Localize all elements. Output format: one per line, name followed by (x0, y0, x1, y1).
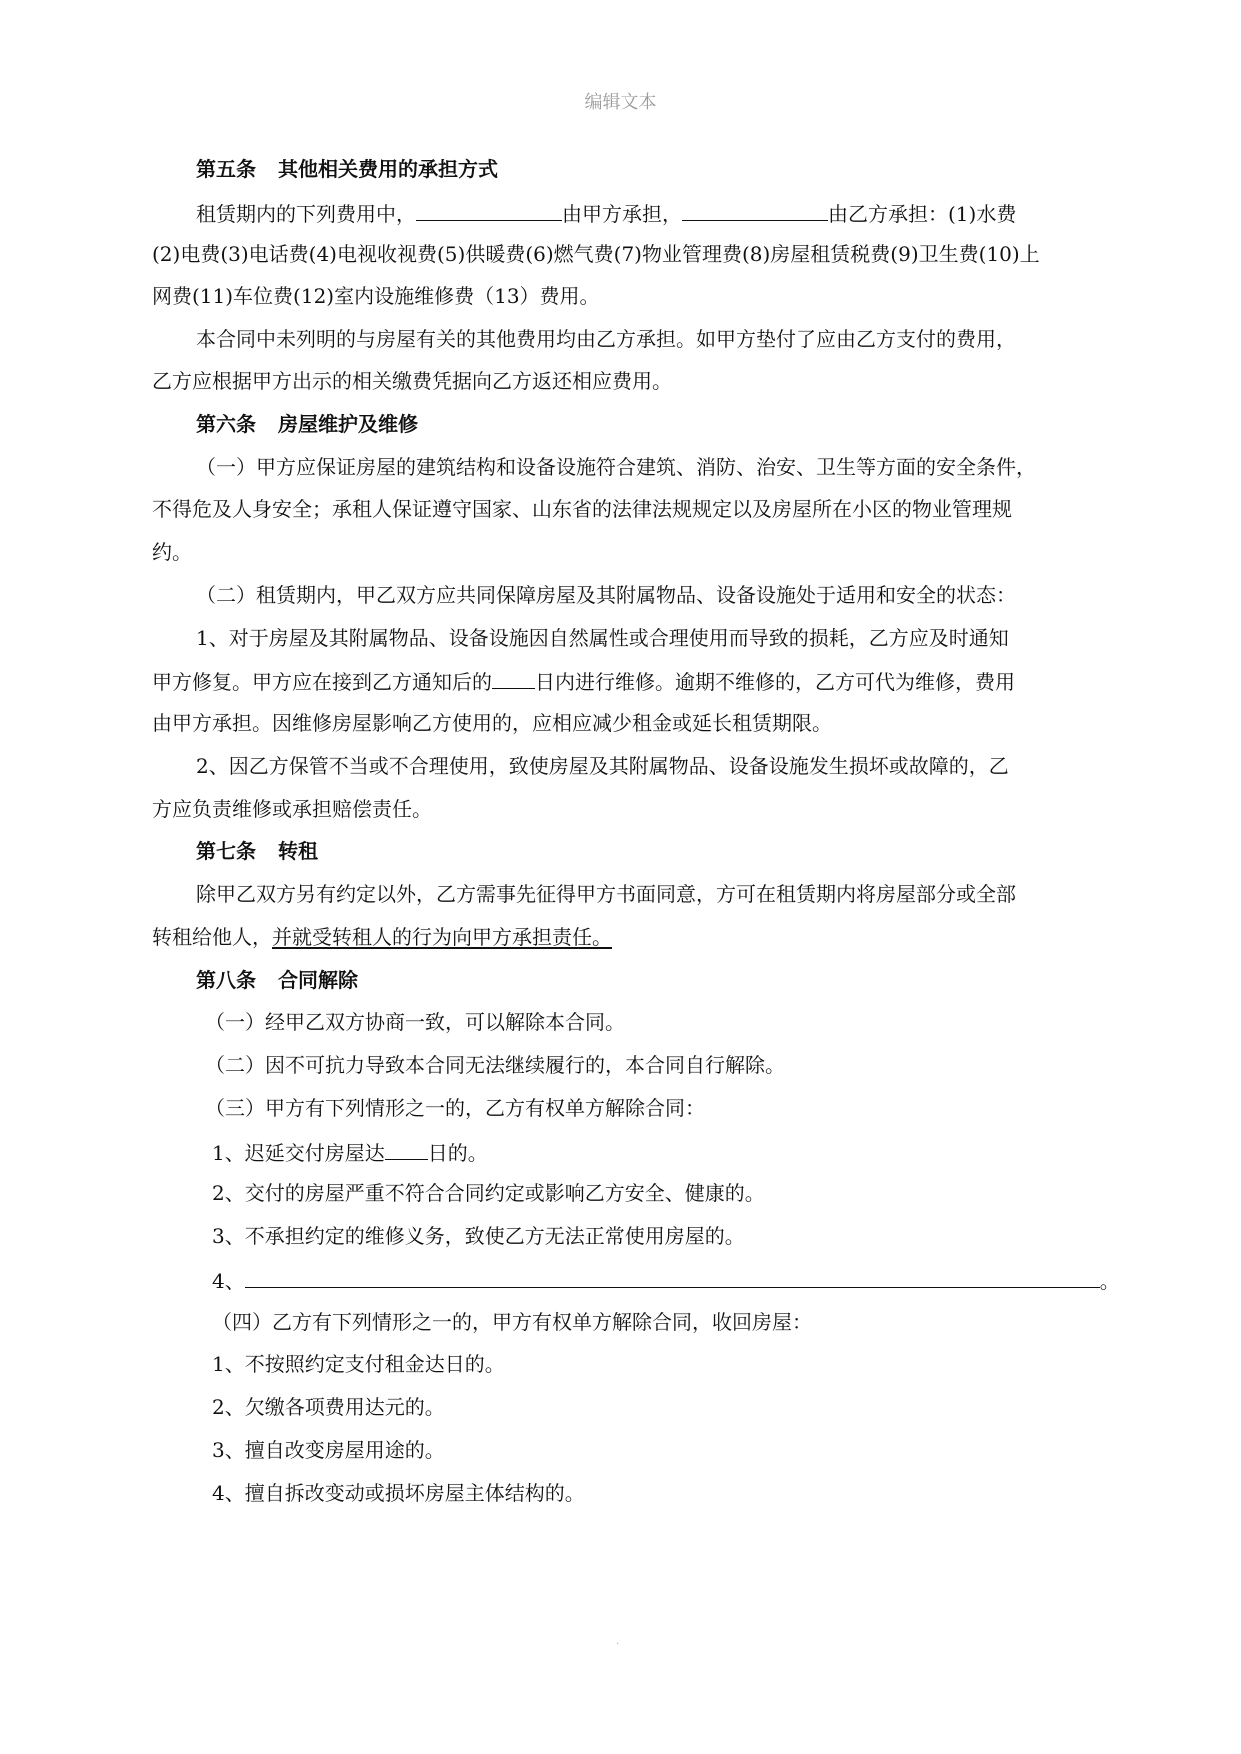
paragraph-line: 2、因乙方保管不当或不合理使用，致使房屋及其附属物品、设备设施发生损坏或故障的，乙 (196, 754, 1009, 778)
fill-blank[interactable] (245, 1267, 1100, 1288)
fill-blank[interactable] (416, 200, 562, 221)
paragraph-line: （三）甲方有下列情形之一的，乙方有权单方解除合同： (205, 1096, 705, 1120)
paragraph-line: 3、不承担约定的维修义务，致使乙方无法正常使用房屋的。 (212, 1224, 745, 1248)
paragraph-line: 本合同中未列明的与房屋有关的其他费用均由乙方承担。如甲方垫付了应由乙方支付的费用， (196, 327, 1016, 351)
paragraph-line: 4、 。 (212, 1269, 1120, 1293)
paragraph-line: 甲方修复。甲方应在接到乙方通知后的 日内进行维修。逾期不维修的，乙方可代为维修，费用 (152, 670, 1015, 694)
paragraph-line: 转租给他人，并就受转租人的行为向甲方承担责任。 (152, 925, 612, 949)
article-5-heading (196, 157, 498, 181)
paragraph-line: （二）租赁期内，甲乙双方应共同保障房屋及其附属物品、设备设施处于适用和安全的状态： (196, 583, 1016, 607)
paragraph-line: （一）经甲乙双方协商一致，可以解除本合同。 (205, 1010, 625, 1034)
paragraph-line: 方应负责维修或承担赔偿责任。 (152, 797, 432, 821)
paragraph-line: (2)电费(3)电话费(4)电视收视费(5)供暖费(6)燃气费(7)物业管理费(8)房屋租赁税费(9)卫生费(10)上 (152, 242, 1040, 266)
paragraph-line: 3、擅自改变房屋用途的。 (212, 1438, 445, 1462)
article-title: 其他相关费用的承担方式 (278, 157, 498, 181)
fill-blank[interactable] (492, 668, 535, 689)
article-number: 第五条 (196, 157, 256, 181)
article-number: 第八条 (196, 968, 256, 992)
paragraph-line: （四）乙方有下列情形之一的，甲方有权单方解除合同，收回房屋： (212, 1310, 812, 1334)
paragraph-line: 2、交付的房屋严重不符合合同约定或影响乙方安全、健康的。 (212, 1181, 765, 1205)
paragraph-line: （二）因不可抗力导致本合同无法继续履行的，本合同自行解除。 (205, 1053, 785, 1077)
paragraph-line: 租赁期内的下列费用中， 由甲方承担， 由乙方承担：(1)水费 (196, 202, 1017, 226)
page-header: 编辑文本 (584, 92, 657, 113)
fill-blank[interactable] (385, 1139, 428, 1160)
paragraph-line: （一）甲方应保证房屋的建筑结构和设备设施符合建筑、消防、治安、卫生等方面的安全条件， (196, 455, 1036, 479)
paragraph-line: 由甲方承担。因维修房屋影响乙方使用的，应相应减少租金或延长租赁期限。 (152, 711, 832, 735)
paragraph-line: 网费(11)车位费(12)室内设施维修费（13）费用。 (152, 284, 600, 308)
paragraph-line: 不得危及人身安全；承租人保证遵守国家、山东省的法律法规规定以及房屋所在小区的物业管理规 (152, 497, 1012, 521)
paragraph-line: 4、擅自拆改变动或损坏房屋主体结构的。 (212, 1481, 585, 1505)
footer-mark: . (616, 1636, 620, 1647)
article-title: 合同解除 (278, 968, 358, 992)
paragraph-line: 乙方应根据甲方出示的相关缴费凭据向乙方返还相应费用。 (152, 369, 672, 393)
paragraph-line: 1、不按照约定支付租金达日的。 (212, 1352, 505, 1376)
article-number: 第七条 (196, 839, 256, 863)
paragraph-line: 除甲乙双方另有约定以外，乙方需事先征得甲方书面同意，方可在租赁期内将房屋部分或全部 (196, 882, 1016, 906)
article-6-heading (196, 412, 418, 436)
paragraph-line: 2、欠缴各项费用达元的。 (212, 1395, 445, 1419)
paragraph-line: 约。 (152, 540, 192, 564)
underlined-text: 并就受转租人的行为向甲方承担责任。 (272, 925, 612, 949)
fill-blank[interactable] (682, 200, 828, 221)
article-8-heading (196, 968, 358, 992)
paragraph-line: 1、对于房屋及其附属物品、设备设施因自然属性或合理使用而导致的损耗，乙方应及时通知 (196, 626, 1009, 650)
article-7-heading (196, 839, 318, 863)
paragraph-line: 1、迟延交付房屋达 日的。 (212, 1141, 488, 1165)
article-number: 第六条 (196, 412, 256, 436)
article-title: 转租 (278, 839, 318, 863)
article-title: 房屋维护及维修 (278, 412, 418, 436)
